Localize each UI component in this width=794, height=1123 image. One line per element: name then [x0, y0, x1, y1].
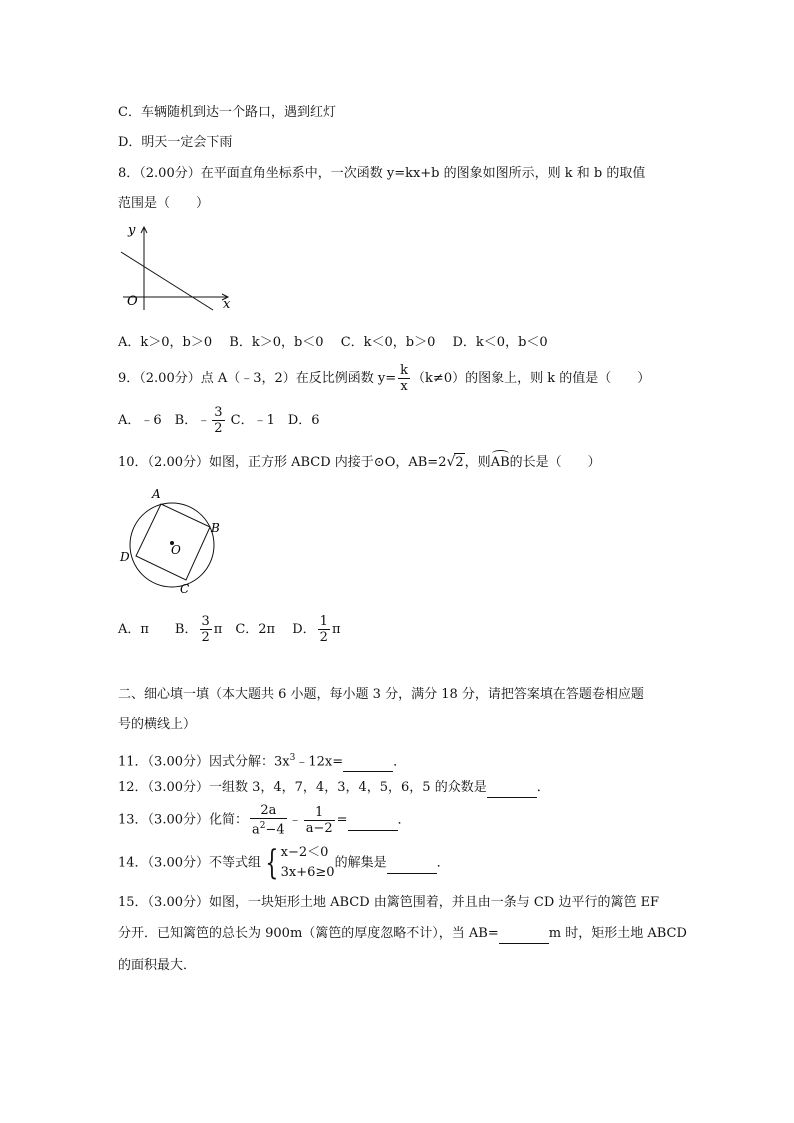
q15-line2-post: m 时，矩形土地 ABCD [548, 926, 687, 941]
q13-end: ． [397, 812, 411, 828]
q15-line2-pre: 分开．已知篱笆的总长为 900m（篱笆的厚度忽略不计），当 AB= [118, 926, 499, 941]
section2-title-line1: 二、细心填一填（本大题共 6 小题，每小题 3 分，满分 18 分，请把答案填在答题卷相应题 [118, 687, 644, 702]
frac-num: 1 [304, 805, 335, 821]
left-brace: { [265, 843, 279, 883]
q12 [118, 779, 550, 798]
q8-stem-line2: 范围是（ ） [118, 196, 210, 211]
q10-options [118, 614, 340, 645]
q9-stem [118, 363, 650, 394]
q11-post: ﹣12x= [295, 754, 344, 770]
frac-num: k [400, 363, 409, 378]
q7-option-c: C．车辆随机到达一个路口，遇到红灯 [118, 105, 336, 120]
label-d: D [120, 550, 130, 564]
frac-num: 1 [319, 614, 328, 629]
q10-stem [118, 453, 601, 472]
q10-option-b-suffix: π C．2π D． [213, 622, 316, 637]
frac-den: 2 [201, 630, 210, 645]
q13 [118, 803, 411, 837]
q13-minus: ﹣ [288, 812, 302, 828]
frac-den [250, 819, 287, 837]
q15-line1: 15．（3.00分）如图，一块矩形土地 ABCD 由篱笆围着，并且由一条与 CD 边平行的篱笆 EF [118, 895, 660, 910]
label-o: O [171, 543, 181, 557]
q12-end: ． [536, 780, 550, 795]
q11-exponent: 3 [289, 753, 296, 763]
sqrt-radicand: 2 [455, 455, 464, 470]
fraction-3-over-2 [212, 405, 224, 436]
q9-stem-post: （k≠0）的图象上，则 k 的值是（ ） [412, 371, 651, 386]
den-tail: −4 [265, 822, 285, 838]
inequality-system [281, 843, 335, 883]
q11-answer-blank[interactable] [343, 753, 393, 772]
q12-pre: 12．（3.00分）一组数 3，4，7，4，3，4，5，6，5 的众数是 [118, 780, 487, 795]
frac-num: 3 [201, 614, 210, 629]
fraction-1-over-a-2 [304, 805, 335, 836]
frac-num: 3 [214, 405, 223, 420]
q13-equals: = [336, 812, 348, 828]
q14-answer-blank[interactable] [387, 855, 437, 874]
fraction-2a-over-a2-4 [250, 803, 287, 837]
q14 [118, 843, 450, 883]
q15-answer-blank[interactable] [499, 925, 549, 944]
q12-answer-blank[interactable] [487, 779, 537, 798]
q9-options-ab: A．﹣6 B．﹣ [118, 413, 211, 428]
q14-end: ． [436, 855, 450, 871]
q10-option-a: A．π B． [118, 622, 198, 637]
label-b: B [211, 521, 220, 535]
q11 [118, 749, 406, 772]
q13-pre: 13．（3.00分）化简： [118, 812, 248, 828]
frac-den: 2 [214, 421, 223, 436]
q9-options [118, 405, 320, 436]
q11-pre: 11．（3.00分）因式分解：3x [118, 754, 290, 770]
q9-stem-pre: 9．（2.00分）点 A（﹣3，2）在反比例函数 y= [118, 371, 397, 386]
label-a: A [152, 487, 161, 501]
q10-option-d-suffix: π [331, 622, 341, 637]
q7-option-d: D．明天一定会下雨 [118, 135, 233, 150]
q10-stem-post: 的长是（ ） [509, 455, 601, 470]
q10-stem-mid: ，则 [464, 455, 491, 470]
den-base: a [252, 822, 260, 838]
frac-num: 2a [250, 803, 287, 819]
section2-title-line2: 号的横线上） [118, 717, 197, 732]
q8-options: A．k＞0，b＞0 B．k＞0，b＜0 C．k＜0，b＞0 D．k＜0，b＜0 [118, 335, 548, 350]
q10-inscribed-square-figure [112, 485, 227, 597]
q8-stem-line1: 8．（2.00分）在平面直角坐标系中，一次函数 y=kx+b 的图象如图所示，则 k 和 b 的取值 [118, 166, 646, 181]
den-exponent: 2 [259, 821, 266, 831]
q8-linear-function-graph [115, 222, 240, 312]
x-axis-label: x [223, 297, 231, 312]
origin-label: O [127, 294, 138, 309]
q14-pre: 14．（3.00分）不等式组 [118, 855, 261, 871]
fraction-k-over-x [398, 363, 410, 394]
y-axis-label: y [128, 223, 136, 238]
inequality-1: x−2＜0 [280, 845, 329, 860]
frac-den: x [400, 379, 408, 394]
inequality-2: 3x+6≥0 [280, 865, 335, 880]
q13-answer-blank[interactable] [348, 812, 398, 831]
fraction-1-over-2 [318, 614, 330, 645]
q11-end: ． [393, 754, 407, 770]
arc-ab: AB [490, 455, 510, 470]
label-c: C [180, 582, 190, 596]
fraction-3-over-2 [200, 614, 212, 645]
sqrt-symbol: √ [446, 454, 456, 470]
q10-stem-pre: 10．（2.00分）如图，正方形 ABCD 内接于⊙O，AB=2 [118, 455, 447, 470]
q15-line3: 的面积最大． [118, 958, 197, 973]
frac-den: 2 [319, 630, 328, 645]
frac-den: a−2 [305, 820, 333, 836]
q14-post: 的解集是 [334, 855, 387, 871]
q15-line2 [118, 925, 687, 944]
q9-options-cd: C．﹣1 D．6 [226, 413, 320, 428]
